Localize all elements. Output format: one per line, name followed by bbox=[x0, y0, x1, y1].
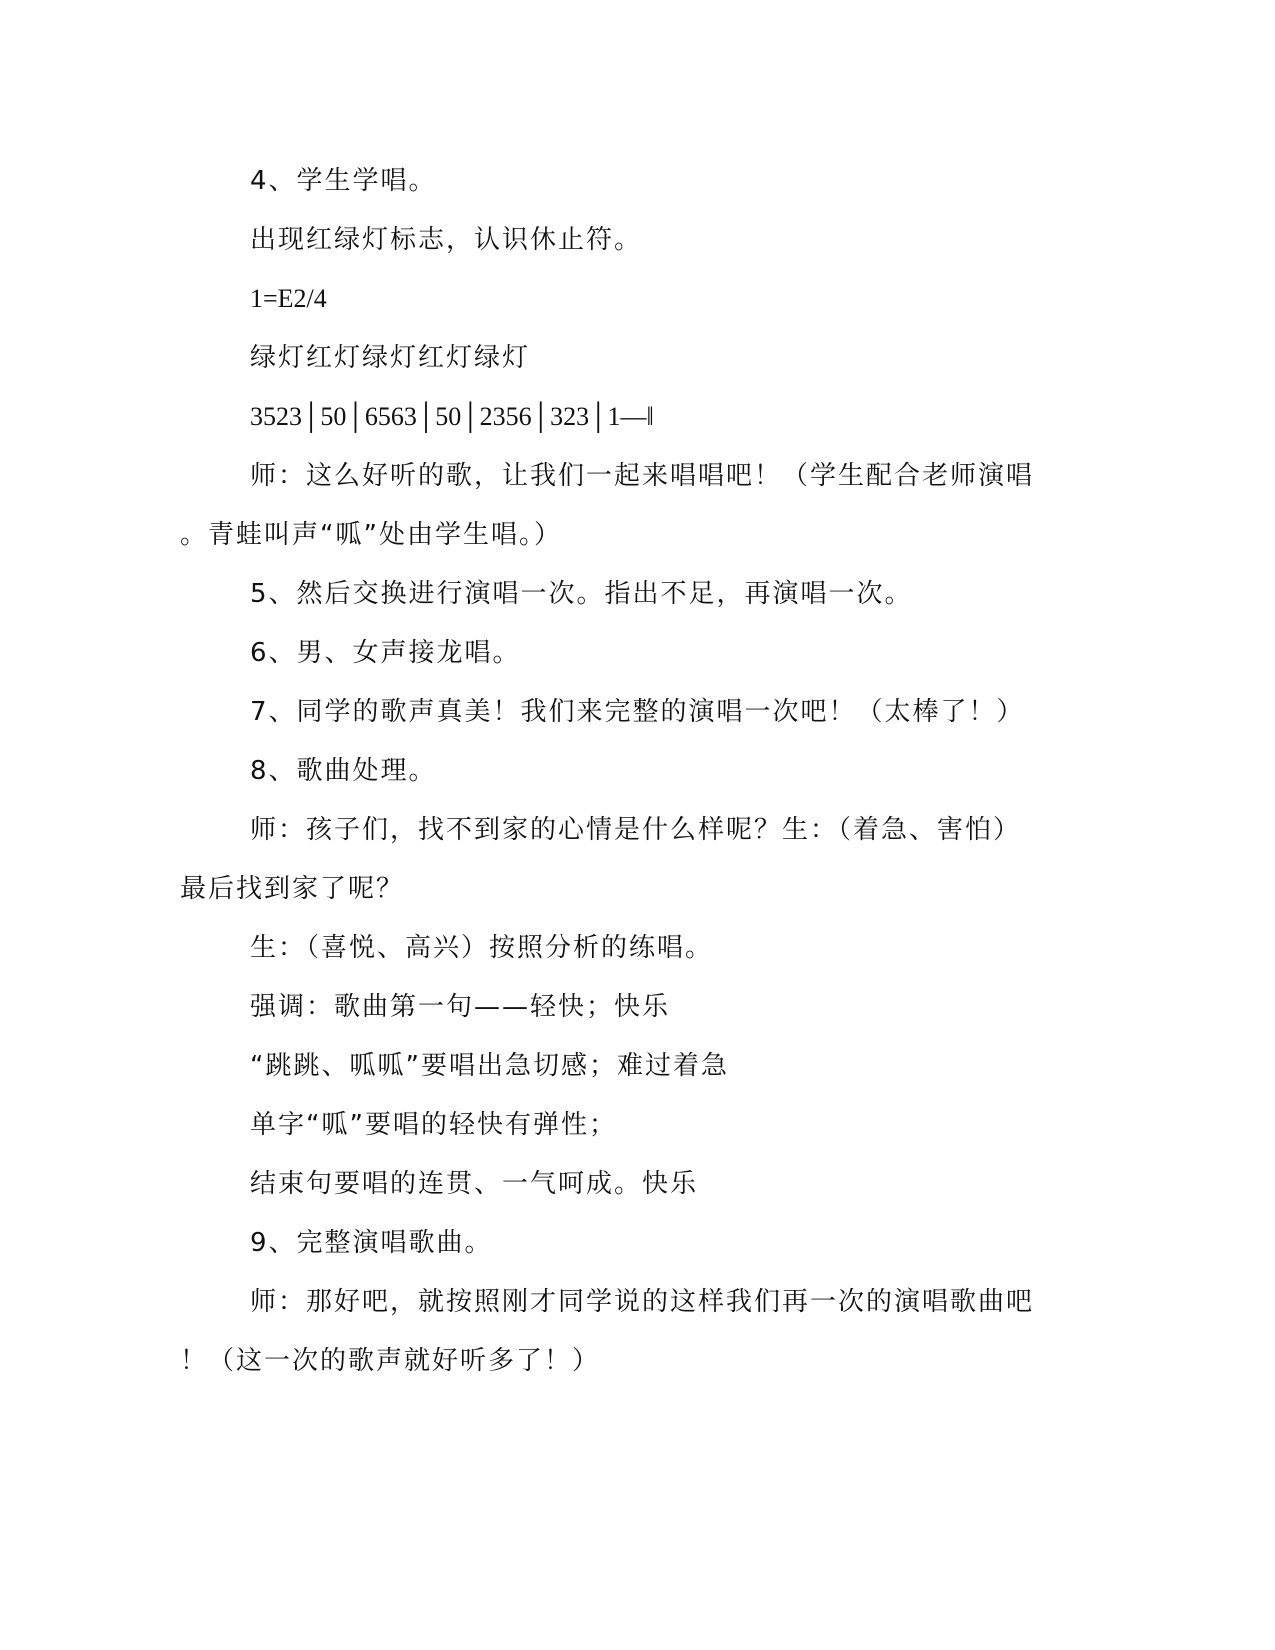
step-7: 7、同学的歌声真美！我们来完整的演唱一次吧！（太棒了！） bbox=[250, 697, 1025, 727]
emphasis-line-1: 强调：歌曲第一句——轻快；快乐 bbox=[250, 992, 671, 1022]
emphasis-line-3: 单字“呱”要唱的轻快有弹性； bbox=[250, 1110, 617, 1140]
step-6: 6、男、女声接龙唱。 bbox=[250, 638, 521, 668]
key-signature: 1=E2/4 bbox=[250, 284, 327, 313]
traffic-light-intro: 出现红绿灯标志，认识休止符。 bbox=[250, 225, 643, 255]
emphasis-line-4: 结束句要唱的连贯、一气呵成。快乐 bbox=[250, 1169, 699, 1199]
teacher-line-2a: 师：孩子们，找不到家的心情是什么样呢？生：（着急、害怕） bbox=[250, 815, 1022, 845]
emphasis-line-2: “跳跳、呱呱”要唱出急切感；难过着急 bbox=[250, 1051, 729, 1081]
teacher-line-1a: 师：这么好听的歌，让我们一起来唱唱吧！（学生配合老师演唱 bbox=[250, 461, 1035, 491]
teacher-line-3b: ！（这一次的歌声就好听多了！） bbox=[180, 1346, 601, 1376]
teacher-line-1b: 。青蛙叫声“呱”处由学生唱。） bbox=[180, 520, 562, 550]
lyrics-line: 绿灯红灯绿灯红灯绿灯 bbox=[250, 343, 531, 373]
student-response: 生：（喜悦、高兴）按照分析的练唱。 bbox=[250, 933, 714, 963]
notation-line: 3523│50│6563│50│2356│323│1—‖ bbox=[250, 402, 654, 431]
teacher-line-3a: 师：那好吧，就按照刚才同学说的这样我们再一次的演唱歌曲吧 bbox=[250, 1287, 1035, 1317]
teacher-line-2b: 最后找到家了呢？ bbox=[180, 874, 405, 904]
step-9: 9、完整演唱歌曲。 bbox=[250, 1228, 493, 1258]
step-8-heading: 8、歌曲处理。 bbox=[250, 756, 437, 786]
step-4-heading: 4、学生学唱。 bbox=[250, 166, 437, 196]
step-5: 5、然后交换进行演唱一次。指出不足，再演唱一次。 bbox=[250, 579, 913, 609]
